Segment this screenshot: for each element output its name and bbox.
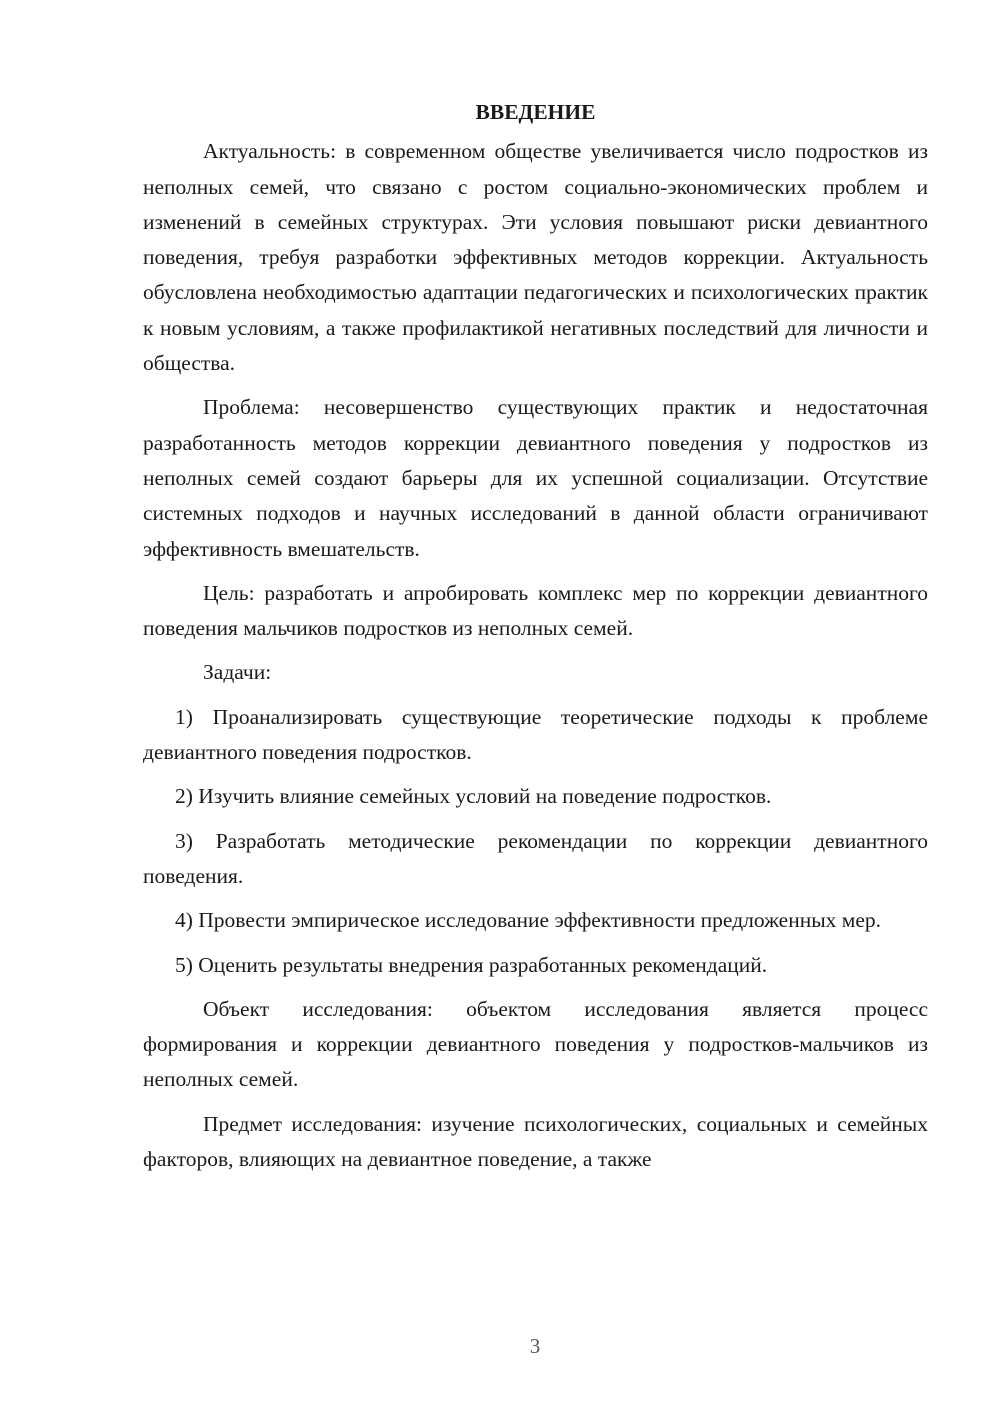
section-title: ВВЕДЕНИЕ bbox=[475, 100, 596, 124]
task-item: 1) Проанализировать существующие теоретические подходы к проблеме девиантного поведения подростков. bbox=[143, 704, 928, 765]
task-item: 3) Разработать методические рекомендации по коррекции девиантного поведения. bbox=[143, 828, 928, 888]
subject-paragraph: Предмет исследования: изучение психологических, социальных и семейных факторов, влияющих на девиантное поведение, а также bbox=[143, 1111, 928, 1172]
goal-paragraph: Цель: разработать и апробировать комплекс мер по коррекции девиантного поведения мальчиков подростков из неполных семей. bbox=[143, 580, 928, 641]
task-item: 5) Оценить результаты внедрения разработанных рекомендаций. bbox=[175, 952, 768, 977]
page-number: 3 bbox=[529, 1334, 541, 1358]
page-content bbox=[143, 95, 928, 1186]
tasks-heading: Задачи: bbox=[203, 660, 272, 685]
task-item: 4) Провести эмпирическое исследование эффективности предложенных мер. bbox=[175, 908, 882, 933]
problem-paragraph: Проблема: несовершенство существующих практик и недостаточная разработанность методов коррекции девиантного поведения у подростков из неполных семей создают барьеры для их успешной социализации. Отсутствие системных подходов и научных исследований в данной области ограничивают эффективность вмешательств. bbox=[143, 395, 928, 561]
object-paragraph: Объект исследования: объектом исследования является процесс формирования и коррекции девиантного поведения у подростков-мальчиков из неполных семей. bbox=[143, 996, 928, 1092]
relevance-paragraph: Актуальность: в современном обществе увеличивается число подростков из неполных семей, что связано с ростом социально-экономических проблем и изменений в семейных структурах. Эти условия повышают риски девиантного поведения, требуя разработки эффективных методов коррекции. Актуальность обусловлена необходимостью адаптации педагогических и психологических практик к новым условиям, а также профилактикой негативных последствий для личности и общества. bbox=[143, 139, 928, 376]
task-item: 2) Изучить влияние семейных условий на поведение подростков. bbox=[175, 784, 772, 809]
